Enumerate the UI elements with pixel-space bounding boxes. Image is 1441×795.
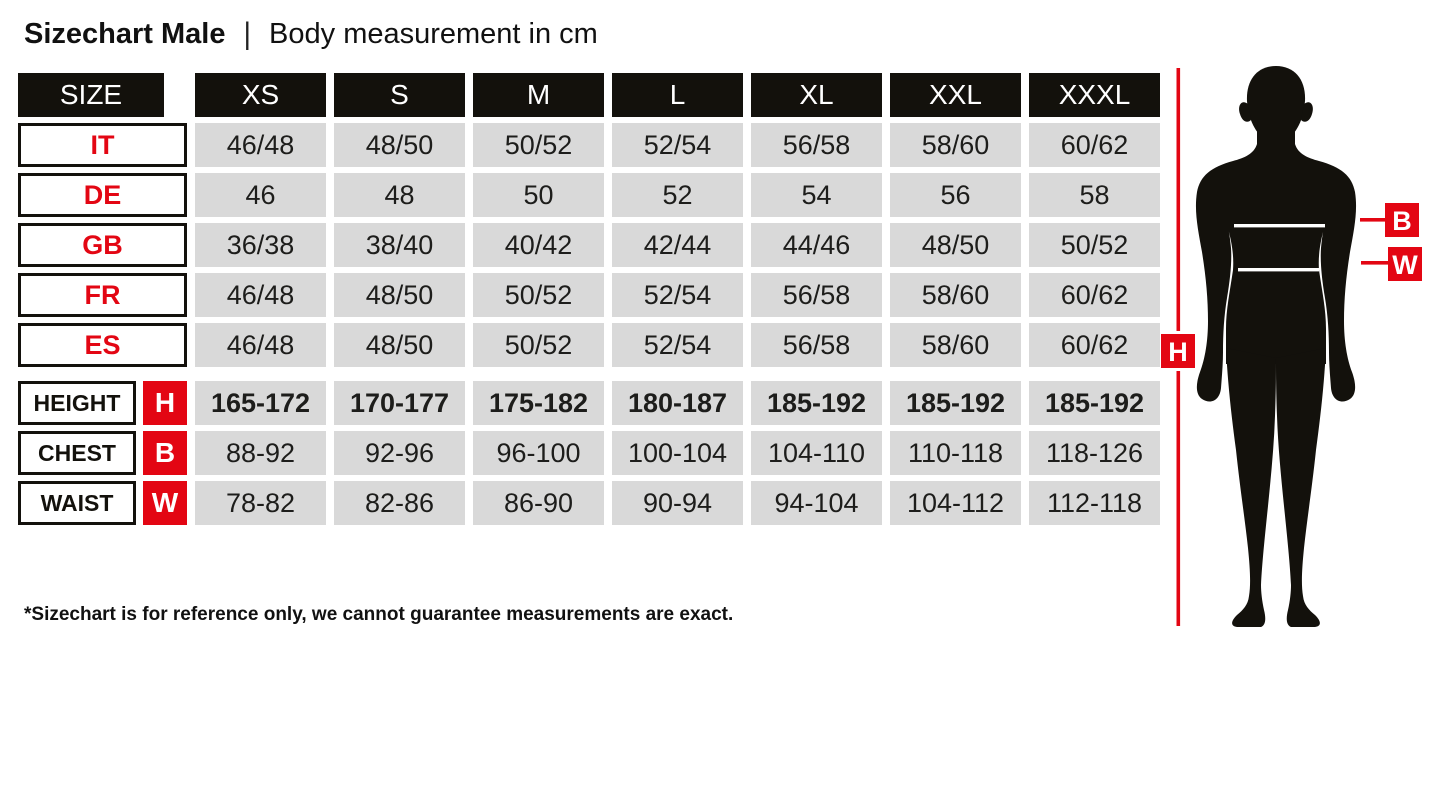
column-header-xl: XL (751, 73, 882, 117)
chest-badge-label: B (1392, 206, 1412, 236)
size-value-cell: 56 (890, 173, 1021, 217)
measure-value-cell: 86-90 (473, 481, 604, 525)
size-value-cell: 48/50 (334, 323, 465, 367)
measure-value-cell: 112-118 (1029, 481, 1160, 525)
row-label-col (18, 481, 187, 525)
measure-label-height: HEIGHT (18, 381, 136, 425)
table-row-fr (18, 273, 1160, 317)
size-value-cell: 56/58 (751, 323, 882, 367)
table-row-chest (18, 431, 1160, 475)
title-subtitle: Body measurement in cm (269, 18, 598, 50)
size-value-cell: 58/60 (890, 323, 1021, 367)
country-label-fr: FR (18, 273, 187, 317)
measure-label-chest: CHEST (18, 431, 136, 475)
measure-value-cell: 100-104 (612, 431, 743, 475)
size-value-cell: 40/42 (473, 223, 604, 267)
measure-value-cell: 96-100 (473, 431, 604, 475)
size-value-cell: 56/58 (751, 273, 882, 317)
size-value-cell: 58/60 (890, 123, 1021, 167)
column-header-xxxl: XXXL (1029, 73, 1160, 117)
size-value-cell: 54 (751, 173, 882, 217)
size-value-cell: 56/58 (751, 123, 882, 167)
size-value-cell: 48 (334, 173, 465, 217)
size-value-cell: 58 (1029, 173, 1160, 217)
measure-value-cell: 88-92 (195, 431, 326, 475)
country-label-gb: GB (18, 223, 187, 267)
size-value-cell: 44/46 (751, 223, 882, 267)
table-header-row (18, 73, 1160, 117)
waist-badge-label: W (1392, 250, 1418, 280)
column-header-l: L (612, 73, 743, 117)
size-value-cell: 42/44 (612, 223, 743, 267)
measure-section (18, 381, 1160, 525)
table-row-waist (18, 481, 1160, 525)
size-value-cell: 46/48 (195, 123, 326, 167)
size-value-cell: 52 (612, 173, 743, 217)
body-figure-svg (1148, 58, 1441, 642)
table-row-es (18, 323, 1160, 367)
measure-value-cell: 82-86 (334, 481, 465, 525)
country-label-it: IT (18, 123, 187, 167)
measure-value-cell: 185-192 (1029, 381, 1160, 425)
row-label-col (18, 381, 187, 425)
chest-pointer-line (1360, 218, 1387, 222)
body-silhouette (1196, 66, 1356, 627)
measure-value-cell: 104-110 (751, 431, 882, 475)
row-label-col (18, 273, 187, 317)
row-label-col (18, 323, 187, 367)
column-header-xs: XS (195, 73, 326, 117)
waist-badge (1388, 247, 1422, 281)
column-header-s: S (334, 73, 465, 117)
row-label-col (18, 123, 187, 167)
measure-value-cell: 180-187 (612, 381, 743, 425)
row-label-col (18, 431, 187, 475)
size-header-col (18, 73, 187, 117)
size-value-cell: 50/52 (1029, 223, 1160, 267)
size-value-cell: 60/62 (1029, 323, 1160, 367)
marker-badge-w: W (143, 481, 187, 525)
size-value-cell: 38/40 (334, 223, 465, 267)
column-header-xxl: XXL (890, 73, 1021, 117)
size-value-cell: 48/50 (334, 123, 465, 167)
size-value-cell: 52/54 (612, 123, 743, 167)
title-separator: | (243, 17, 252, 51)
size-value-cell: 46/48 (195, 273, 326, 317)
size-value-cell: 60/62 (1029, 273, 1160, 317)
waist-line (1238, 268, 1319, 271)
marker-badge-h: H (143, 381, 187, 425)
table-row-gb (18, 223, 1160, 267)
measure-value-cell: 185-192 (890, 381, 1021, 425)
size-value-cell: 50 (473, 173, 604, 217)
table-row-it (18, 123, 1160, 167)
measure-value-cell: 165-172 (195, 381, 326, 425)
measure-value-cell: 104-112 (890, 481, 1021, 525)
size-value-cell: 52/54 (612, 323, 743, 367)
measure-value-cell: 110-118 (890, 431, 1021, 475)
size-value-cell: 52/54 (612, 273, 743, 317)
measure-label-waist: WAIST (18, 481, 136, 525)
body-figure (1148, 58, 1441, 642)
size-header-label: SIZE (18, 73, 164, 117)
row-label-col (18, 173, 187, 217)
size-value-cell: 50/52 (473, 273, 604, 317)
chest-badge (1385, 203, 1419, 237)
measure-value-cell: 94-104 (751, 481, 882, 525)
size-value-cell: 48/50 (334, 273, 465, 317)
marker-badge-b: B (143, 431, 187, 475)
size-value-cell: 50/52 (473, 323, 604, 367)
size-value-cell: 46 (195, 173, 326, 217)
title-main: Sizechart Male (24, 18, 226, 50)
table-row-height (18, 381, 1160, 425)
size-value-cell: 60/62 (1029, 123, 1160, 167)
size-value-cell: 48/50 (890, 223, 1021, 267)
size-value-cell: 36/38 (195, 223, 326, 267)
measure-value-cell: 170-177 (334, 381, 465, 425)
country-label-de: DE (18, 173, 187, 217)
measure-value-cell: 118-126 (1029, 431, 1160, 475)
measure-value-cell: 78-82 (195, 481, 326, 525)
footnote: *Sizechart is for reference only, we cannot guarantee measurements are exact. (24, 604, 734, 625)
size-value-cell: 50/52 (473, 123, 604, 167)
row-label-col (18, 223, 187, 267)
measure-value-cell: 90-94 (612, 481, 743, 525)
column-header-m: M (473, 73, 604, 117)
size-value-cell: 58/60 (890, 273, 1021, 317)
chest-line (1234, 224, 1325, 227)
height-badge-label: H (1168, 337, 1188, 367)
measure-value-cell: 185-192 (751, 381, 882, 425)
size-value-cell: 46/48 (195, 323, 326, 367)
table-row-de (18, 173, 1160, 217)
measure-value-cell: 175-182 (473, 381, 604, 425)
country-label-es: ES (18, 323, 187, 367)
height-badge (1161, 334, 1195, 368)
page-title (24, 18, 598, 51)
size-table (18, 73, 1160, 525)
waist-pointer-line (1361, 261, 1390, 265)
measure-value-cell: 92-96 (334, 431, 465, 475)
